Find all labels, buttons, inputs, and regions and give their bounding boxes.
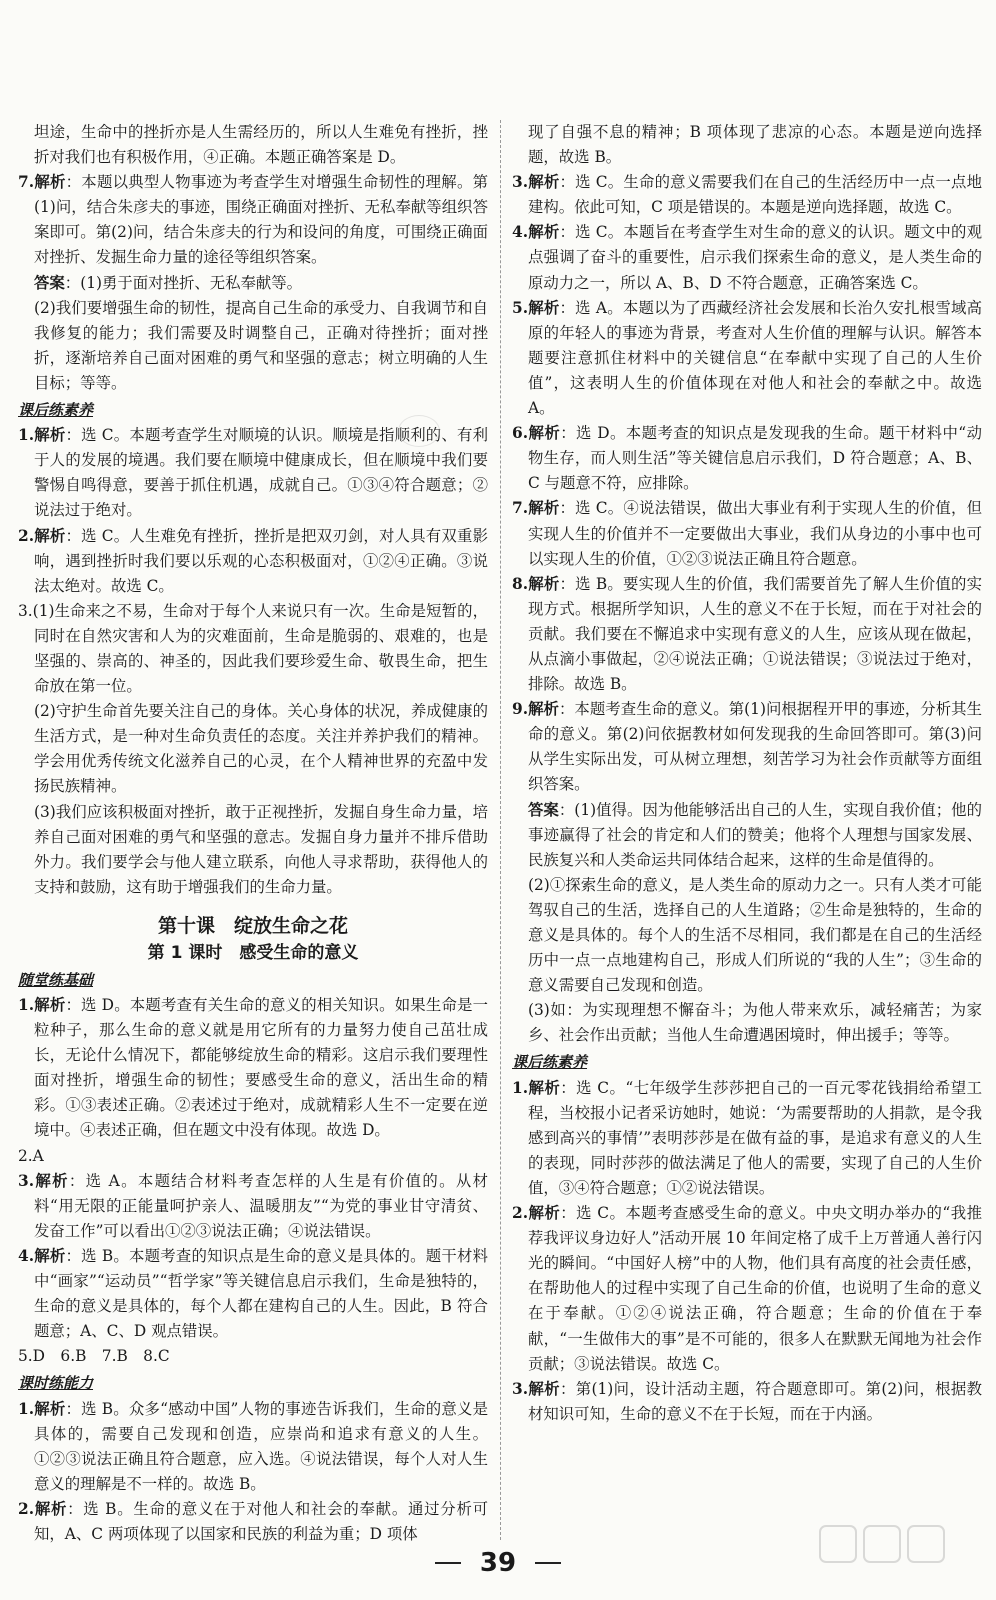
- answer-text: ：选 D。本题考查的知识点是发现我的生命。题干材料中“动物生存，而人则生活”等关键信息启示我们，D 符合题意；A、B、C 与题意不符，应排除。: [528, 424, 982, 493]
- answer-text: (2)我们要增强生命的韧性，提高自己生命的承受力、自我调节和自我修复的能力；我们需要及时调整自己，正确对待挫折；面对挫折，逐渐培养自己面对困难的勇气和坚强的意志；树立明确的人生目标；等等。: [34, 298, 488, 392]
- answer-item: [512, 170, 982, 220]
- answer-text: (3)我们应该积极面对挫折，敢于正视挫折，发掘自身生命力量，培养自己面对困难的勇气和坚强的意志。发掘自身力量并不排斥借助外力。我们要学会与他人建立联系，向他人寻求帮助，获得他人的支持和鼓励，这有助于增强我们的生命力量。: [34, 802, 488, 896]
- answer-label: 1.解析: [18, 1399, 66, 1418]
- answer-item: [18, 993, 488, 1144]
- answer-label: 8.解析: [512, 574, 560, 593]
- answer-text: ：选 C。“七年级学生莎莎把自己的一百元零花钱捐给希望工程，当校报小记者采访她时，她说：‘为需要帮助的人捐款，是令我感到高兴的事情’”表明莎莎是在做有益的事，是追求有意义的人生的表现，同时莎莎的做法满足了他人的需要，实现了自己的人生价值，③④符合题意；①②说法错误。: [528, 1078, 982, 1197]
- section-heading: 随堂练基础: [18, 970, 94, 989]
- continuation-text: 现了自强不息的精神；B 项体现了悲凉的心态。本题是逆向选择题，故选 B。: [528, 123, 982, 167]
- answer-item: 2.A: [18, 1146, 44, 1165]
- answer-item: [18, 1169, 488, 1244]
- answer-text: ：选 B。本题考查的知识点是生命的意义是具体的。题干材料中“画家”“运动员”“哲学家”等关键信息启示我们，生命是独特的，生命的意义是具体的，每个人都在建构自己的人生。因此，B 符合题意；A、C、D 观点错误。: [34, 1246, 488, 1341]
- faint-stamp-mark: [398, 415, 440, 447]
- answer-text: ：第(1)问，设计活动主题，符合题意即可。第(2)问，根据教材知识可知，生命的意义不在于长短，而在于内涵。: [528, 1379, 982, 1423]
- answer-text: ：选 C。本题考查感受生命的意义。中央文明办举办的“我推荐我评议身边好人”活动开展 10 年间定格了成千上万普通人善行闪光的瞬间。“中国好人榜”中的人物，他们具有高度的社会责任感，在帮助他人的过程中实现了自己生命的价值，也说明了生命的意义在于奉献。①②④说法正确，符合题意；生命的价值在于奉献，“一生做伟大的事”是不可能的，很多人在默默无闻地为社会作贡献；③说法错误。故选 C。: [528, 1204, 982, 1373]
- answer-item: [512, 496, 982, 571]
- answer-label: 1.解析: [18, 426, 66, 445]
- answer-label: 3.解析: [512, 173, 560, 192]
- answer-item: [512, 1076, 982, 1201]
- answer-text: ：选 B。生命的意义在于对他人和社会的奉献。通过分析可知，A、C 两项体现了以国家和民族的利益为重；D 项体: [34, 1499, 489, 1543]
- answer-item: [18, 1497, 488, 1547]
- answer-item: [512, 1377, 982, 1427]
- answer-label: 5.解析: [512, 298, 560, 317]
- answer-text: ：选 C。④说法错误，做出大事业有利于实现人生的价值，但实现人生的价值并不一定要做出大事业，我们从身边的小事中也可以实现人生的价值，①②③说法正确且符合题意。: [528, 499, 982, 568]
- section-heading: 课后练素养: [512, 1053, 588, 1072]
- answer-text: 3.(1)生命来之不易，生命对于每个人来说只有一次。生命是短暂的，同时在自然灾害和人为的灾难面前，生命是脆弱的、艰难的，也是坚强的、崇高的、神圣的，因此我们要珍爱生命、敬畏生命，把生命放在第一位。: [18, 601, 488, 696]
- answer-text: ：本题以典型人物事迹为考查学生对增强生命韧性的理解。第(1)问，结合朱彦夫的事迹，围绕正确面对挫折、无私奉献等组织答案即可。第(2)问，结合朱彦夫的行为和设问的角度，可围绕正确面对挫折、发掘生命力量的途径等组织答案。: [34, 173, 488, 267]
- answer-text: ：选 C。本题考查学生对顺境的认识。顺境是指顺利的、有利于人的发展的境遇。我们要在顺境中健康成长，但在顺境中我们要警惕自鸣得意，要善于抓住机遇，成就自己。①③④符合题意；②说法过于绝对。: [34, 426, 488, 520]
- answer-text: ：选 B。众多“感动中国”人物的事迹告诉我们，生命的意义是具体的，需要自己发现和创造，应崇尚和追求有意义的人生。①②③说法正确且符合题意，应入选。④说法错误，每个人对人生意义的理解是不一样的。故选 B。: [34, 1399, 488, 1493]
- answer-label: 2.解析: [18, 1499, 68, 1518]
- answer-text: ：(1)值得。因为他能够活出自己的人生，实现自我价值；他的事迹赢得了社会的肯定和人们的赞美；他将个人理想与国家发展、民族复兴和人类命运共同体结合起来，这样的生命是值得的。: [528, 800, 982, 869]
- answer-item: [512, 798, 982, 873]
- answer-item: [512, 421, 982, 496]
- right-column: [512, 120, 982, 1427]
- answer-label: 3.解析: [512, 1379, 560, 1398]
- answer-label: 2.解析: [512, 1204, 561, 1223]
- answer-label: 答案: [34, 273, 65, 292]
- answer-label: 3.解析: [18, 1171, 69, 1190]
- answer-label: 9.解析: [512, 700, 559, 719]
- section-heading: 课时练能力: [18, 1374, 94, 1393]
- answer-text: ：(1)勇于面对挫折、无私奉献等。: [64, 273, 303, 292]
- answer-text: ：选 C。生命的意义需要我们在自己的生活经历中一点一点地建构。依此可知，C 项是错误的。本题是逆向选择题，故选 C。: [528, 173, 982, 217]
- answer-label: 1.解析: [18, 996, 66, 1014]
- answer-label: 7.解析: [18, 173, 66, 192]
- answer-text: ：选 C。人生难免有挫折，挫折是把双刃剑，对人具有双重影响，遇到挫折时我们要以乐观的心态积极面对，①②④正确。③说法太绝对。故选 C。: [34, 526, 488, 595]
- column-divider: [500, 120, 501, 1540]
- answer-text: ：选 D。本题考查有关生命的意义的相关知识。如果生命是一粒种子，那么生命的意义就是用它所有的力量努力使自己茁壮成长，无论什么情况下，都能够绽放生命的精彩。这启示我们要理性面对挫折，增强生命的韧性；要感受生命的意义，活出生命的精彩。①③表述正确。②表述过于绝对，成就精彩人生不一定要在逆境中。④表述正确，但在题文中没有体现。故选 D。: [34, 996, 489, 1140]
- answer-label: 4.解析: [18, 1246, 66, 1265]
- answer-text: (2)①探索生命的意义，是人类生命的原动力之一。只有人类才可能驾驭自己的生活，选择自己的人生道路；②生命是独特的，生命的意义是具体的。每个人的生活不尽相同，我们都是在自己的生活经历中一点一点地建构自己，形成人们所说的“我的人生”；③生命的意义需要自己发现和创造。: [528, 875, 982, 995]
- answer-text: ：选 C。本题旨在考查学生对生命的意义的认识。题文中的观点强调了奋斗的重要性，启示我们探索生命的意义，是人类生命的原动力之一，所以 A、B、D 不符合题意，正确答案选 C。: [528, 223, 982, 292]
- answer-label: 6.解析: [512, 424, 561, 443]
- answer-label: 7.解析: [512, 499, 560, 518]
- answer-text: ：本题考查生命的意义。第(1)问根据程开甲的事迹，分析其生命的意义。第(2)问依据教材如何发现我的生命回答即可。第(3)问从学生实际出发，可从树立理想，刻苦学习为社会作贡献等方面组织答案。: [528, 700, 982, 794]
- chapter-title: 第十课 绽放生命之花: [157, 914, 348, 937]
- answer-item: [512, 1201, 982, 1377]
- answer-text: (3)如：为实现理想不懈奋斗；为他人带来欢乐，减轻痛苦；为家乡、社会作出贡献；当他人生命遭遇困境时，伸出援手；等等。: [528, 1001, 982, 1045]
- answer-item: [512, 697, 982, 797]
- page-number: 39: [479, 1548, 517, 1578]
- answer-label: 2.解析: [18, 526, 66, 545]
- answer-item: 5.D 6.B 7.B 8.C: [18, 1347, 170, 1366]
- answer-item: [512, 296, 982, 421]
- footer-dash-left: [435, 1562, 461, 1564]
- answer-item: [18, 271, 488, 296]
- continuation-text: 坦途，生命中的挫折亦是人生需经历的，所以人生难免有挫折，挫折对我们也有积极作用，④正确。本题正确答案是 D。: [34, 123, 488, 167]
- section-heading: 课后练素养: [18, 401, 94, 420]
- answer-item: [18, 1244, 488, 1344]
- answer-label: 4.解析: [512, 223, 560, 242]
- answer-text: ：选 A。本题结合材料考查怎样的人生是有价值的。从材料“用无限的正能量呵护亲人、温暖朋友”“为党的事业甘守清贫、发奋工作”可以看出①②③说法正确；④说法错误。: [34, 1171, 488, 1240]
- answer-item: [512, 572, 982, 697]
- answer-text: ：选 B。要实现人生的价值，我们需要首先了解人生价值的实现方式。根据所学知识，人生的意义不在于长短，而在于对社会的贡献。我们要在不懈追求中实现有意义的人生，应该从现在做起，从点滴小事做起，②④说法正确；①说法错误；③说法过于绝对，排除。故选 B。: [528, 574, 982, 694]
- answer-label: 1.解析: [512, 1078, 561, 1097]
- left-column: [18, 120, 488, 1547]
- page-footer: [0, 1548, 996, 1578]
- answer-item: [512, 220, 982, 295]
- answer-label: 答案: [528, 800, 559, 819]
- answer-text: (2)守护生命首先要关注自己的身体。关心身体的状况，养成健康的生活方式，是一种对生命负责任的态度。关注并养护我们的精神。学会用优秀传统文化滋养自己的心灵，在个人精神世界的充盈中发扬民族精神。: [34, 702, 488, 796]
- footer-dash-right: [535, 1562, 561, 1564]
- answer-item: [18, 170, 488, 270]
- answer-item: [18, 1397, 488, 1497]
- answer-text: ：选 A。本题以为了西藏经济社会发展和长治久安扎根雪域高原的年轻人的事迹为背景，考查对人生价值的理解与认识。解答本题要注意抓住材料中的关键信息“在奉献中实现了自己的人生价值”，这表明人生的价值体现在对他人和社会的奉献之中。故选 A。: [528, 298, 982, 418]
- lesson-title: 第 1 课时 感受生命的意义: [147, 942, 359, 963]
- answer-item: [18, 524, 488, 599]
